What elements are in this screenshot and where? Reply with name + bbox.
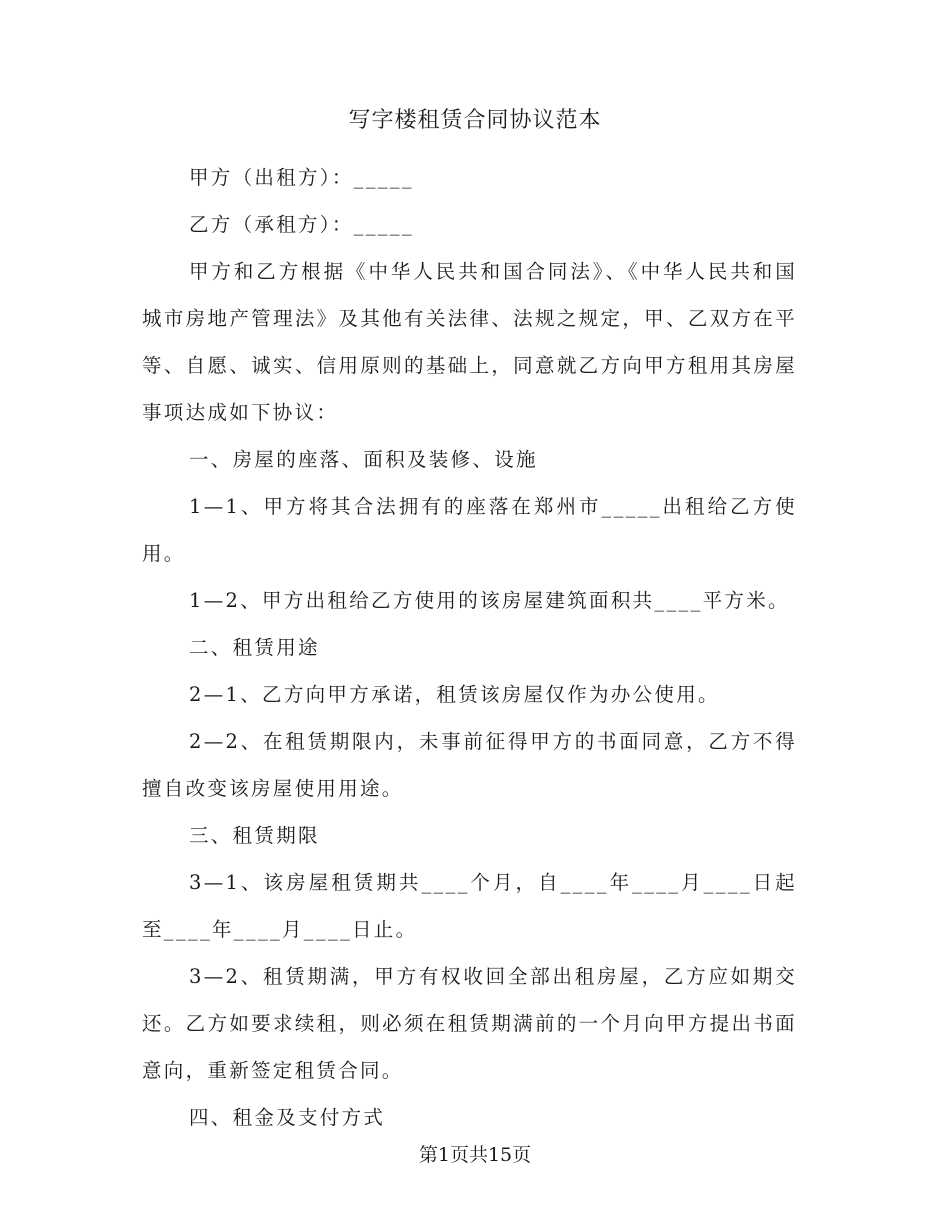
- preamble-paragraph: 甲方和乙方根据《中华人民共和国合同法》、《中华人民共和国城市房地产管理法》及其他有关法律、法规之规定，甲、乙双方在平等、自愿、诚实、信用原则的基础上，同意就乙方向甲方租用其房屋事项达成如下协议：: [142, 260, 797, 424]
- clause-3-1: 3—1、该房屋租赁期共____个月，自____年____月____日起至____年____月____日止。: [142, 871, 797, 941]
- page-number-footer: 第1页共15页: [418, 1144, 532, 1166]
- clause-3-2: 3—2、租赁期满，甲方有权收回全部出租房屋，乙方应如期交还。乙方如要求续租，则必须在租赁期满前的一个月向甲方提出书面意向，重新签定租赁合同。: [142, 965, 797, 1082]
- section-heading-4: 四、租金及支付方式: [189, 1106, 386, 1129]
- clause-1-1: 1—1、甲方将其合法拥有的座落在郑州市_____出租给乙方使用。: [142, 495, 797, 565]
- document-body: [142, 154, 797, 1141]
- party-b-line: 乙方（承租方）：_____: [189, 213, 414, 236]
- clause-2-1: 2—1、乙方向甲方承诺，租赁该房屋仅作为办公使用。: [189, 683, 720, 706]
- document-title: 写字楼租赁合同协议范本: [348, 108, 602, 133]
- section-heading-1: 一、房屋的座落、面积及装修、设施: [189, 448, 538, 471]
- clause-2-2: 2—2、在租赁期限内，未事前征得甲方的书面同意，乙方不得擅自改变该房屋使用用途。: [142, 730, 797, 800]
- section-heading-3: 三、租赁期限: [189, 824, 320, 847]
- party-a-line: 甲方（出租方）：_____: [189, 166, 414, 189]
- section-heading-2: 二、租赁用途: [189, 636, 320, 659]
- clause-1-2: 1—2、甲方出租给乙方使用的该房屋建筑面积共____平方米。: [189, 589, 790, 612]
